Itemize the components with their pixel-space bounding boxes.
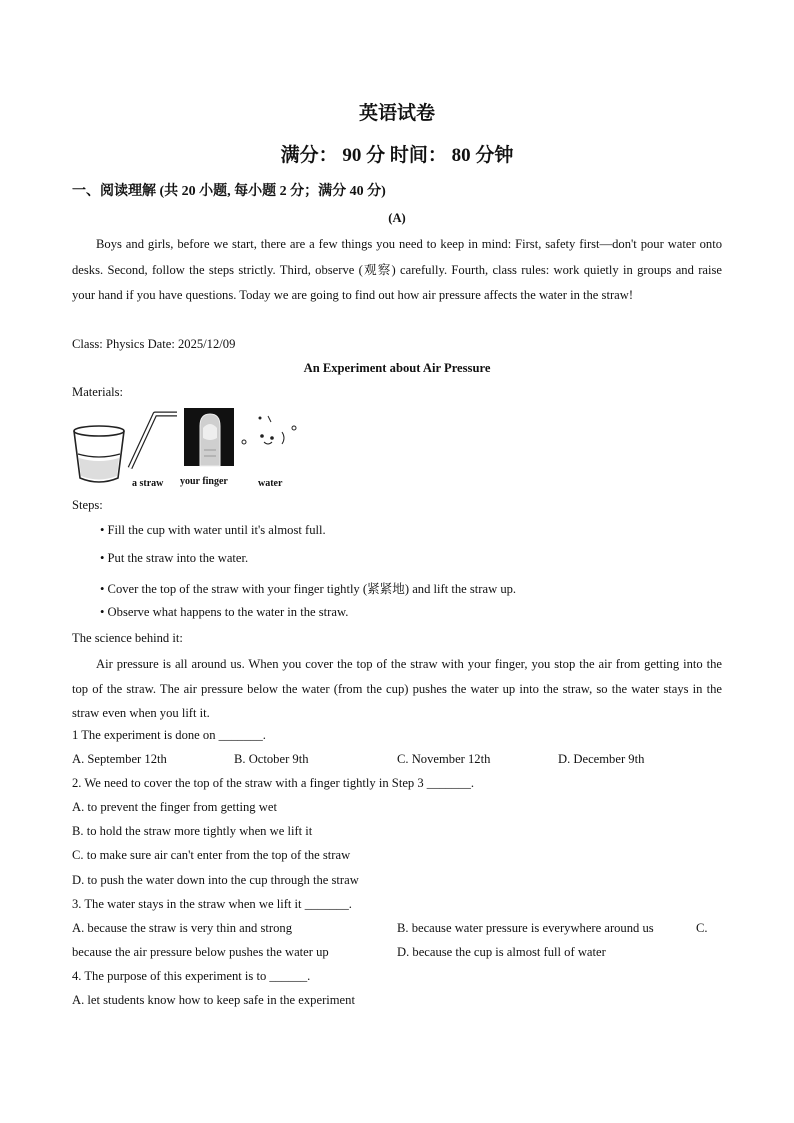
q4-option-a: A. let students know how to keep safe in the experiment xyxy=(72,993,355,1007)
question-3-stem: 3. The water stays in the straw when we lift it _______. xyxy=(72,897,352,911)
material-label-finger: your finger xyxy=(180,476,228,487)
passage-label: (A) xyxy=(388,211,406,225)
q2-option-d: D. to push the water down into the cup through the straw xyxy=(72,873,359,887)
q1-option-a: A. September 12th xyxy=(72,752,167,766)
question-1-stem: 1 The experiment is done on _______. xyxy=(72,728,266,742)
q2-option-a: A. to prevent the finger from getting wet xyxy=(72,800,277,814)
science-label: The science behind it: xyxy=(72,631,183,645)
material-label-straw: a straw xyxy=(132,478,164,489)
page-title: 英语试卷 xyxy=(358,103,435,124)
step-item: • Fill the cup with water until it's almost full. xyxy=(100,523,326,537)
steps-label: Steps: xyxy=(72,498,103,512)
step-item: • Cover the top of the straw with your finger tightly (紧紧地) and lift the straw up. xyxy=(100,582,517,596)
score-time-subtitle: 满分： 90 分 时间： 80 分钟 xyxy=(280,145,514,166)
class-date-line: Class: Physics Date: 2025/12/09 xyxy=(72,337,236,351)
straw-icon xyxy=(130,414,177,468)
question-4-stem: 4. The purpose of this experiment is to ______. xyxy=(72,969,311,983)
materials-label: Materials: xyxy=(72,385,124,399)
q3-option-d: D. because the cup is almost full of water xyxy=(397,945,606,959)
step-item: • Put the straw into the water. xyxy=(100,551,249,565)
water-drops-icon xyxy=(242,416,296,444)
science-paragraph: Air pressure is all around us. When you cover the top of the straw with your finger, you stop the air from getting into the top of the straw. The air pressure below the water (from the cup) pushes the water up into the straw, so the water stays in the straw even when you lift it. xyxy=(72,657,722,721)
q1-option-c: C. November 12th xyxy=(397,752,491,766)
material-label-water: water xyxy=(258,478,283,489)
question-2-stem: 2. We need to cover the top of the straw with a finger tightly in Step 3 _______. xyxy=(72,776,475,790)
cup-icon xyxy=(74,426,124,482)
finger-icon xyxy=(184,408,234,466)
step-item: • Observe what happens to the water in the straw. xyxy=(100,605,349,619)
q3-option-c-label: C. xyxy=(696,921,708,935)
q3-option-b: B. because water pressure is everywhere around us xyxy=(397,921,654,935)
q1-option-b: B. October 9th xyxy=(234,752,309,766)
section-heading: 一、阅读理解 (共 20 小题, 每小题 2 分；满分 40 分) xyxy=(72,184,386,199)
q3-option-a: A. because the straw is very thin and strong xyxy=(72,921,292,935)
q1-option-d: D. December 9th xyxy=(558,752,645,766)
q2-option-c: C. to make sure air can't enter from the top of the straw xyxy=(72,848,351,862)
materials-illustration xyxy=(72,406,312,492)
q2-option-b: B. to hold the straw more tightly when we lift it xyxy=(72,824,313,838)
experiment-title: An Experiment about Air Pressure xyxy=(303,361,491,375)
q3-option-c: because the air pressure below pushes the water up xyxy=(72,945,329,959)
passage-intro: Boys and girls, before we start, there are a few things you need to keep in mind: First, safety first—don't pour water onto desks. Second, follow the steps strictly. Third, observe (观察) carefully. Fourth, class rules: work quietly in groups and raise your hand if you have questions. Today we are going to find out how air pressure affects the water in the straw! xyxy=(72,237,722,302)
